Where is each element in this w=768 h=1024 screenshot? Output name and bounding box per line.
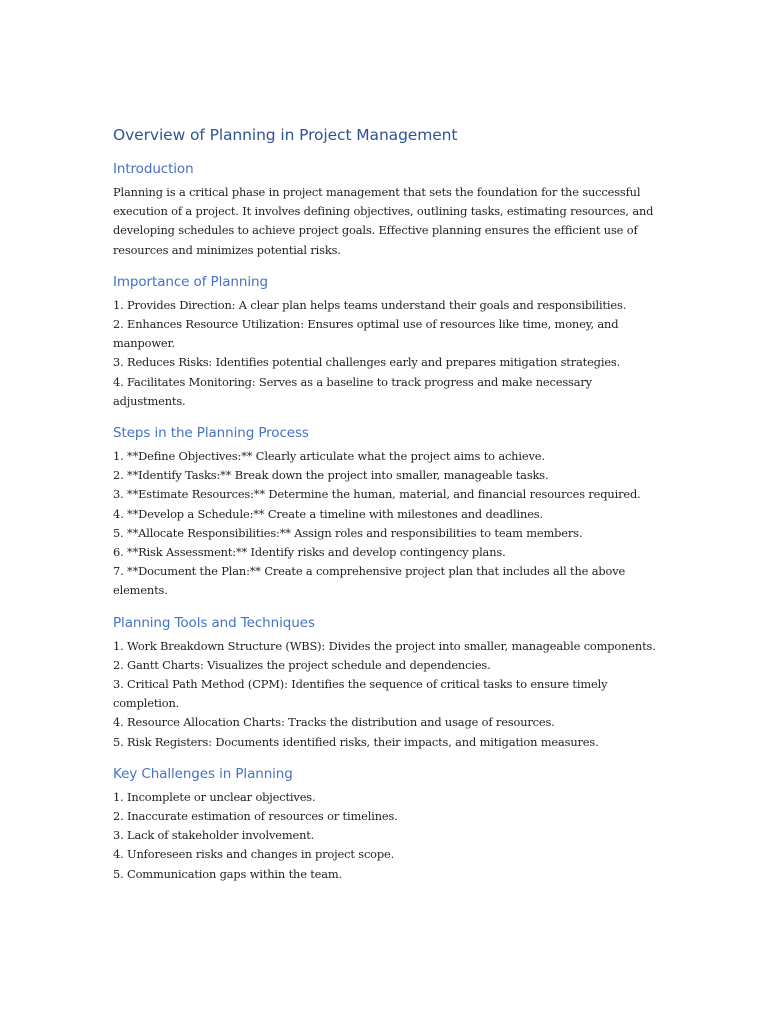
section-heading: Steps in the Planning Process (113, 425, 309, 442)
list-item: 5. **Allocate Responsibilities:** Assign roles and responsibilities to team members. (113, 525, 583, 540)
list-item: 4. **Develop a Schedule:** Create a timeline with milestones and deadlines. (113, 506, 543, 521)
list-item: 6. **Risk Assessment:** Identify risks and develop contingency plans. (113, 545, 506, 560)
list-item: 3. Critical Path Method (CPM): Identifies the sequence of critical tasks to ensure timely completion. (113, 677, 608, 711)
list-item: 2. Enhances Resource Utilization: Ensures optimal use of resources like time, money, and manpower. (113, 317, 619, 351)
section-heading: Planning Tools and Techniques (113, 614, 315, 631)
list-item: 5. Risk Registers: Documents identified risks, their impacts, and mitigation measures. (113, 734, 599, 749)
list-item: 2. Gantt Charts: Visualizes the project schedule and dependencies. (113, 657, 491, 672)
importance-list (113, 296, 658, 411)
list-item: 3. **Estimate Resources:** Determine the human, material, and financial resources required. (113, 487, 641, 502)
list-item: 2. Inaccurate estimation of resources or timelines. (113, 809, 398, 824)
section-importance (113, 272, 658, 411)
tools-list (113, 637, 658, 752)
list-item: 3. Reduces Risks: Identifies potential challenges early and prepares mitigation strategies. (113, 355, 621, 370)
list-item: 1. Provides Direction: A clear plan helps teams understand their goals and responsibilities. (113, 297, 627, 312)
document-page (113, 124, 658, 896)
list-item: 3. Lack of stakeholder involvement. (113, 828, 315, 843)
section-steps (113, 423, 658, 601)
section-heading: Introduction (113, 161, 194, 177)
section-tools (113, 613, 658, 752)
section-heading: Importance of Planning (113, 273, 268, 290)
challenges-list (113, 788, 658, 884)
list-item: 1. **Define Objectives:** Clearly articulate what the project aims to achieve. (113, 449, 545, 464)
list-item: 4. Unforeseen risks and changes in project scope. (113, 847, 395, 862)
list-item: 1. Incomplete or unclear objectives. (113, 789, 316, 804)
introduction-paragraph: Planning is a critical phase in project management that sets the foundation for the successful execution of a project. It involves defining objectives, outlining tasks, estimating resources, and developing schedules to achieve project goals. Effective planning ensures the efficient use of resources and minimizes potential risks. (113, 185, 654, 257)
section-introduction (113, 159, 658, 260)
section-heading: Key Challenges in Planning (113, 765, 293, 782)
list-item: 5. Communication gaps within the team. (113, 866, 343, 881)
list-item: 4. Facilitates Monitoring: Serves as a baseline to track progress and make necessary adjustments. (113, 374, 592, 408)
document-title: Overview of Planning in Project Management (113, 126, 458, 144)
list-item: 4. Resource Allocation Charts: Tracks the distribution and usage of resources. (113, 715, 555, 730)
list-item: 2. **Identify Tasks:** Break down the project into smaller, manageable tasks. (113, 468, 549, 483)
list-item: 7. **Document the Plan:** Create a comprehensive project plan that includes all the above elements. (113, 564, 626, 598)
section-challenges (113, 764, 658, 884)
list-item: 1. Work Breakdown Structure (WBS): Divides the project into smaller, manageable components. (113, 638, 656, 653)
steps-list (113, 447, 658, 601)
